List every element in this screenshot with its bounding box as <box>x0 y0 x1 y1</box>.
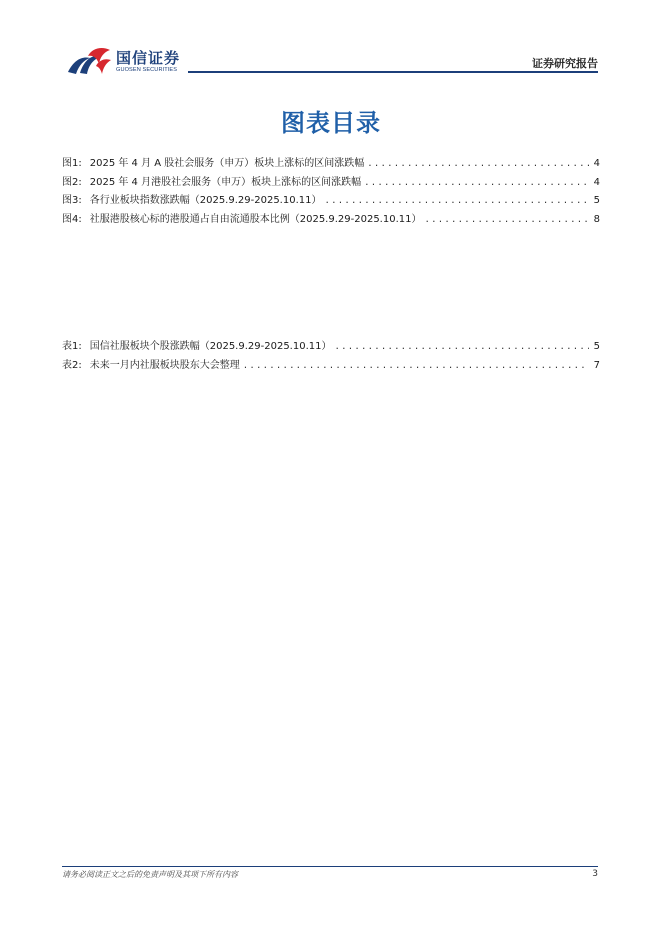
toc-leader-dots <box>364 178 589 188</box>
toc-entry-page: 5 <box>593 195 600 206</box>
toc-leader-dots <box>367 159 589 169</box>
figure-list <box>62 154 600 228</box>
report-type-label: 证券研究报告 <box>532 57 598 70</box>
toc-entry-page: 7 <box>593 359 600 371</box>
guosen-logo <box>66 46 186 80</box>
toc-entry-figure-4[interactable] <box>62 210 600 229</box>
toc-entry-figure-2[interactable] <box>62 173 600 192</box>
toc-entry-title: 社服港股核心标的港股通占自由流通股本比例（2025.9.29-2025.10.11） <box>89 213 422 225</box>
toc-entry-title: 2025 年 4 月港股社会服务（申万）板块上涨标的区间涨跌幅 <box>89 176 362 188</box>
toc-entry-figure-1[interactable] <box>62 154 600 173</box>
page-title: 图表目录 <box>281 109 381 137</box>
toc-entry-page: 4 <box>593 158 600 169</box>
brand-name-cn: 国信证券 <box>116 49 181 67</box>
toc-entry-title: 各行业板块指数涨跌幅（2025.9.29-2025.10.11） <box>89 195 322 206</box>
toc-entry-label: 表2: <box>62 359 82 371</box>
toc-entry-title: 国信社服板块个股涨跌幅（2025.9.29-2025.10.11） <box>89 341 332 352</box>
table-list <box>62 337 600 374</box>
toc-entry-title: 2025 年 4 月 A 股社会服务（申万）板块上涨标的区间涨跌幅 <box>89 158 365 169</box>
toc-entry-table-1[interactable] <box>62 337 600 356</box>
toc-leader-dots <box>425 215 590 225</box>
toc-entry-table-2[interactable] <box>62 356 600 375</box>
toc-entry-page: 8 <box>593 213 600 225</box>
toc-leader-dots <box>243 361 589 371</box>
toc-entry-page: 4 <box>593 176 600 188</box>
toc-leader-dots <box>325 196 590 206</box>
toc-entry-label: 图1: <box>62 158 82 169</box>
toc-entry-title: 未来一月内社服板块股东大会整理 <box>89 359 240 371</box>
brand-name-en: GUOSEN SECURITIES <box>116 67 178 73</box>
toc-entry-page: 5 <box>593 341 600 352</box>
footer-divider <box>62 866 598 867</box>
page-number: 3 <box>592 869 598 879</box>
toc-entry-figure-3[interactable] <box>62 191 600 210</box>
toc-entry-label: 表1: <box>62 341 82 352</box>
footer-disclaimer: 请务必阅读正文之后的免责声明及其项下所有内容 <box>62 870 238 879</box>
guosen-logo-icon <box>66 46 112 78</box>
toc-entry-label: 图4: <box>62 213 82 225</box>
toc-entry-label: 图2: <box>62 176 82 188</box>
toc-entry-label: 图3: <box>62 195 82 206</box>
toc-leader-dots <box>335 342 590 352</box>
header-divider <box>188 71 598 73</box>
